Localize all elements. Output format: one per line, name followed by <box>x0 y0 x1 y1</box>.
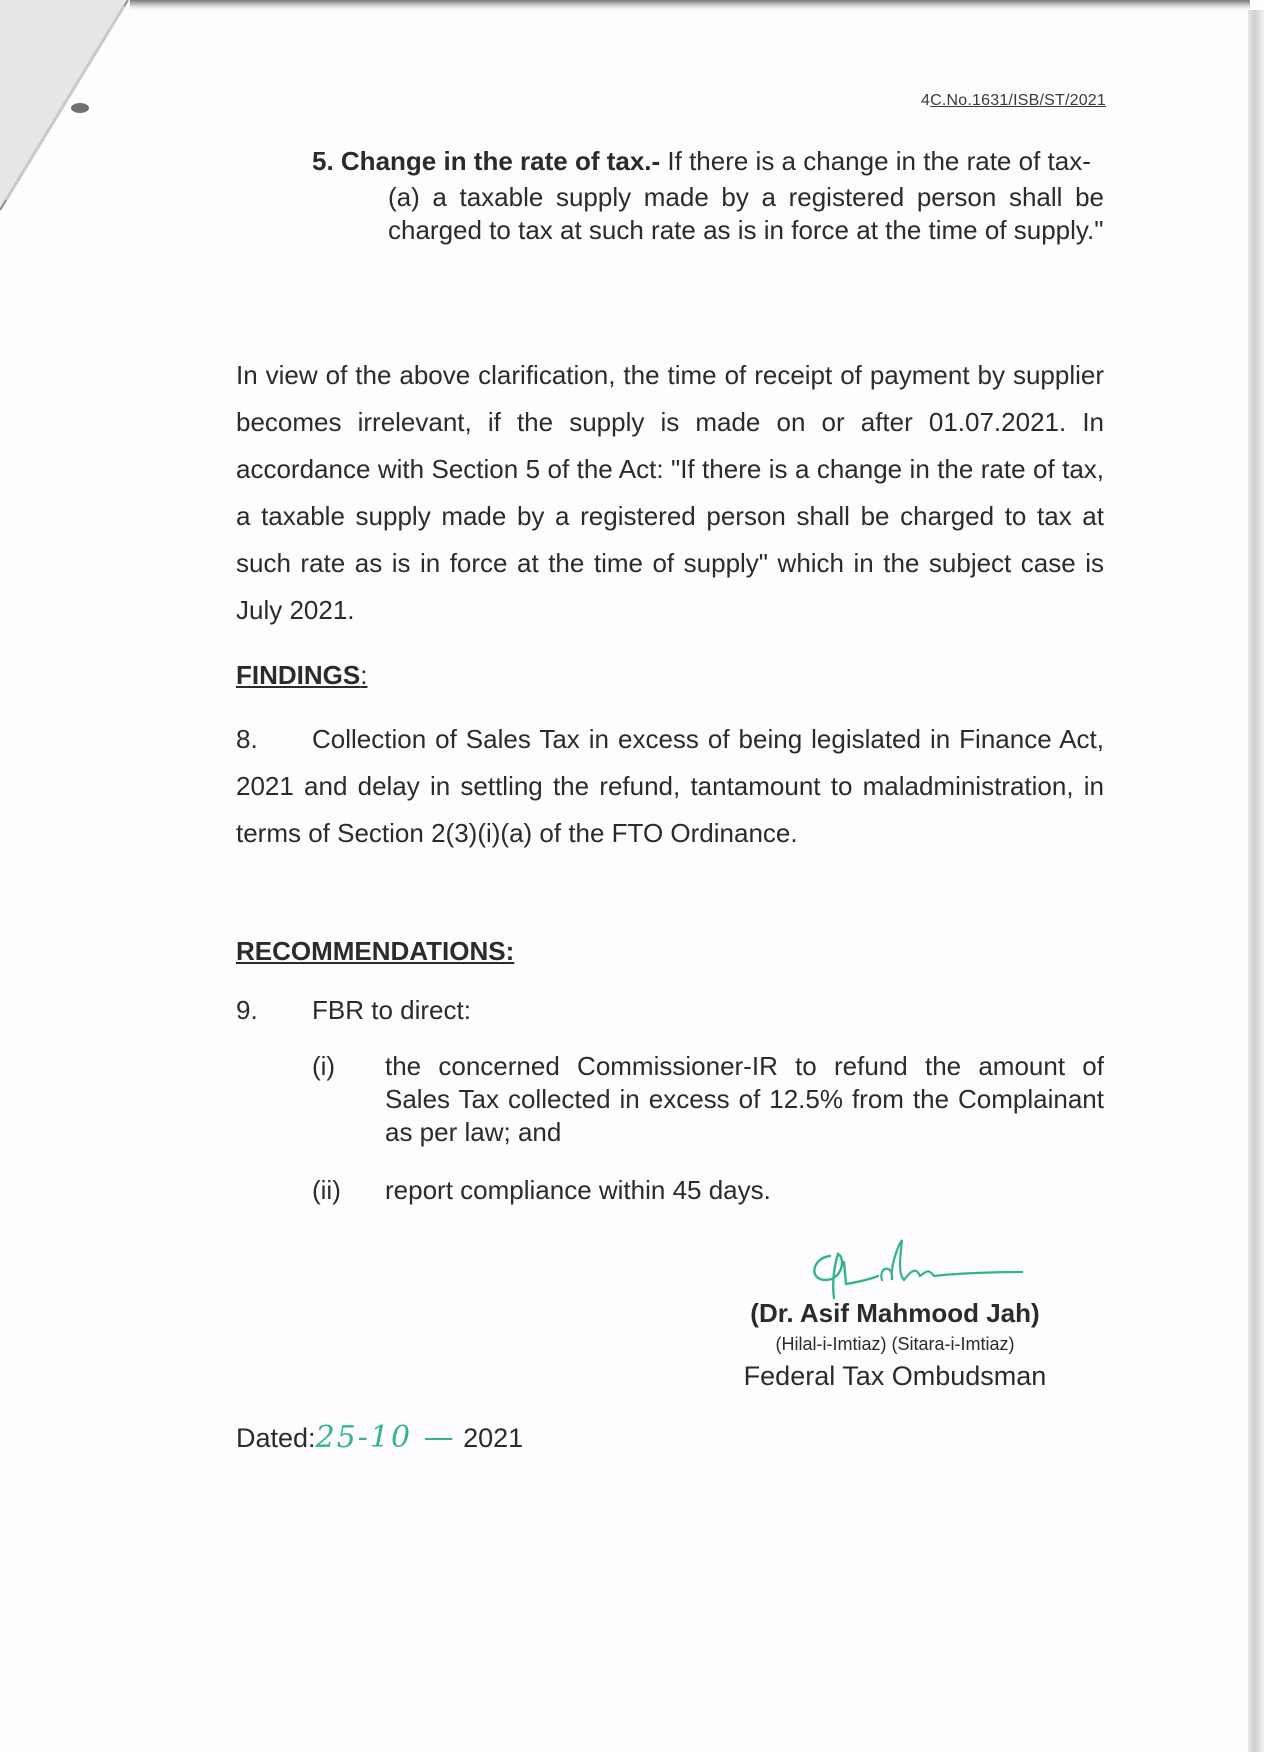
signatory-name: (Dr. Asif Mahmood Jah) <box>750 1298 1040 1328</box>
recommendation-item <box>312 1050 1104 1149</box>
page-number: 4 <box>921 92 931 109</box>
signatory-honours: (Hilal-i-Imtiaz) (Sitara-i-Imtiaz) <box>775 1334 1015 1354</box>
recommendations-lead-text: FBR to direct: <box>312 995 471 1025</box>
findings-number: 8. <box>236 724 258 754</box>
recommendation-marker: (i) <box>312 1051 336 1081</box>
quoted-section-lead <box>312 146 1104 177</box>
handwritten-date: 25-10 — <box>315 1420 456 1455</box>
recommendation-text: the concerned Commissioner-IR to refund the amount of Sales Tax collected in excess of 12.5% from the Complainant as per law; and <box>385 1051 1104 1147</box>
quoted-section-text: If there is a change in the rate of tax- <box>660 146 1091 176</box>
quoted-clause-a: (a) a taxable supply made by a registered person shall be charged to tax at such rate as is in force at the time of supply." <box>388 182 1104 245</box>
recommendation-marker: (ii) <box>312 1175 341 1205</box>
date-year: 2021 <box>463 1423 524 1453</box>
recommendation-text: report compliance within 45 days. <box>385 1175 771 1205</box>
scan-edge-right <box>1248 10 1264 1752</box>
reference-number <box>866 92 1106 110</box>
findings-paragraph <box>236 716 1104 857</box>
findings-text: Collection of Sales Tax in excess of being legislated in Finance Act, 2021 and delay in settling the refund, tantamount to maladministration, in terms of Section 2(3)(i)(a) of the FTO Ordinance. <box>236 724 1104 848</box>
case-reference: C.No.1631/ISB/ST/2021 <box>930 92 1106 109</box>
recommendations-lead <box>236 995 1104 1026</box>
quoted-section <box>312 146 1104 247</box>
signatory-block <box>730 1296 1060 1394</box>
findings-heading-colon: : <box>360 660 368 690</box>
recommendations-heading: RECOMMENDATIONS: <box>236 936 515 966</box>
scan-fold-corner <box>0 0 140 240</box>
recommendation-item <box>312 1174 1104 1207</box>
signatory-title: Federal Tax Ombudsman <box>743 1361 1047 1391</box>
handwritten-signature <box>798 1236 1024 1304</box>
findings-heading <box>236 660 367 691</box>
scan-edge-top <box>130 0 1250 10</box>
recommendations-number: 9. <box>236 995 258 1025</box>
date-line <box>236 1420 523 1456</box>
findings-heading-text: FINDINGS <box>236 660 361 690</box>
paragraph-view: In view of the above clarification, the time of receipt of payment by supplier becomes irrelevant, if the supply is made on or after 01.07.2021. In accordance with Section 5 of the Act: "If there is a change in the rate of tax, a taxable supply made by a registered person shall be charged to tax at such rate as is in force at the time of supply" which in the subject case is July 2021. <box>236 360 1104 625</box>
quoted-section-heading: 5. Change in the rate of tax.- <box>312 146 661 176</box>
date-label: Dated: <box>236 1423 316 1453</box>
